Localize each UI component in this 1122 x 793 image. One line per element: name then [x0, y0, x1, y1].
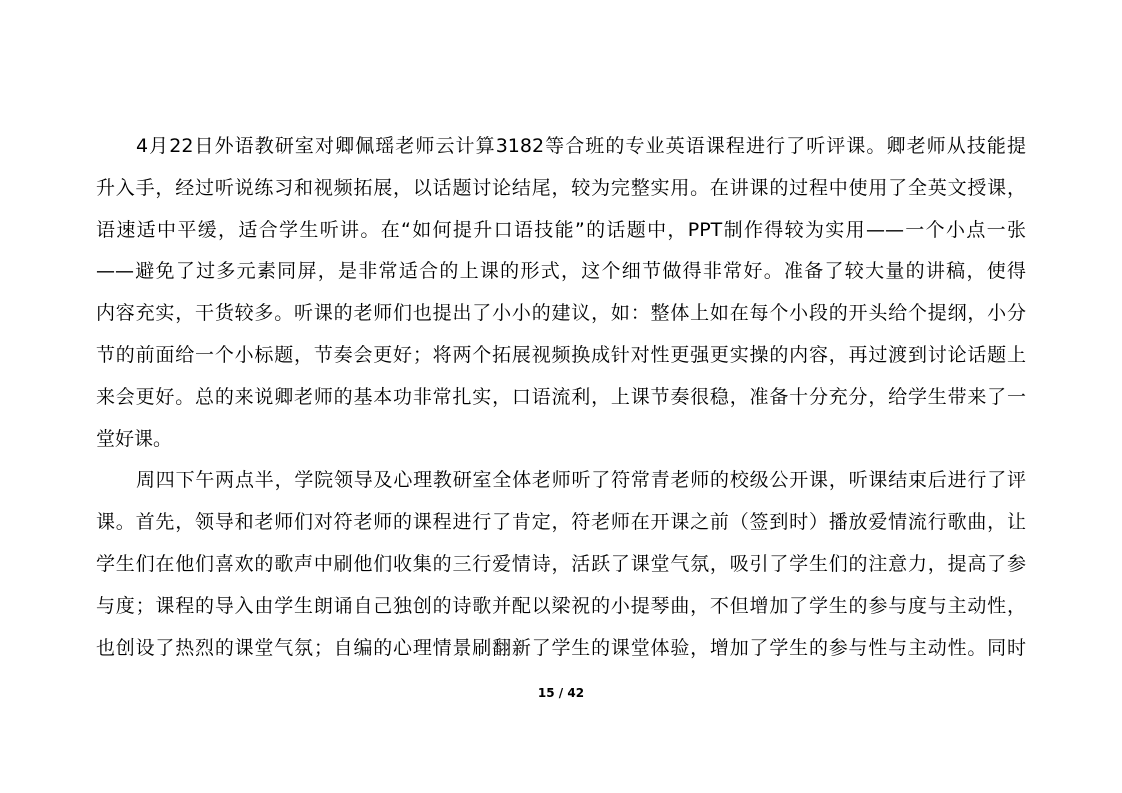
text-line: 学生们在他们喜欢的歌声中刷他们收集的三行爱情诗，活跃了课堂气氛，吸引了学生们的注意力，提高了参	[96, 552, 1026, 575]
text-line: 语速适中平缓，适合学生听讲。在“如何提升口语技能”的话题中，PPT制作得较为实用——一个小点一张	[96, 218, 1026, 241]
text-line: 节的前面给一个小标题，节奏会更好；将两个拓展视频换成针对性更强更实操的内容，再过渡到讨论话题上	[96, 343, 1026, 366]
text-line: 课。首先，领导和老师们对符老师的课程进行了肯定，符老师在开课之前（签到时）播放爱情流行歌曲，让	[96, 511, 1026, 534]
text-line: ——避免了过多元素同屏，是非常适合的上课的形式，这个细节做得非常好。准备了较大量的讲稿，使得	[96, 260, 1026, 283]
text-line: 也创设了热烈的课堂气氛；自编的心理情景刷翻新了学生的课堂体验，增加了学生的参与性与主动性。同时	[96, 636, 1026, 659]
text-line: 与度；课程的导入由学生朗诵自己独创的诗歌并配以梁祝的小提琴曲，不但增加了学生的参与度与主动性，	[96, 594, 1026, 617]
text-line: 堂好课。	[96, 427, 173, 450]
body-text	[96, 126, 1026, 669]
text-line: 4月22日外语教研室对卿佩瑶老师云计算3182等合班的专业英语课程进行了听评课。卿老师从技能提	[136, 135, 1026, 157]
text-line: 内容充实，干货较多。听课的老师们也提出了小小的建议，如：整体上如在每个小段的开头给个提纲，小分	[96, 302, 1026, 325]
paragraph-2	[96, 460, 1026, 669]
paragraph-1	[96, 126, 1026, 460]
text-line: 来会更好。总的来说卿老师的基本功非常扎实，口语流利，上课节奏很稳，准备十分充分，给学生带来了一	[96, 385, 1026, 408]
text-line: 周四下午两点半，学院领导及心理教研室全体老师听了符常青老师的校级公开课，听课结束后进行了评	[136, 469, 1026, 492]
page-number: 15 / 42	[537, 686, 585, 700]
text-line: 升入手，经过听说练习和视频拓展，以话题讨论结尾，较为完整实用。在讲课的过程中使用了全英文授课，	[96, 176, 1026, 199]
